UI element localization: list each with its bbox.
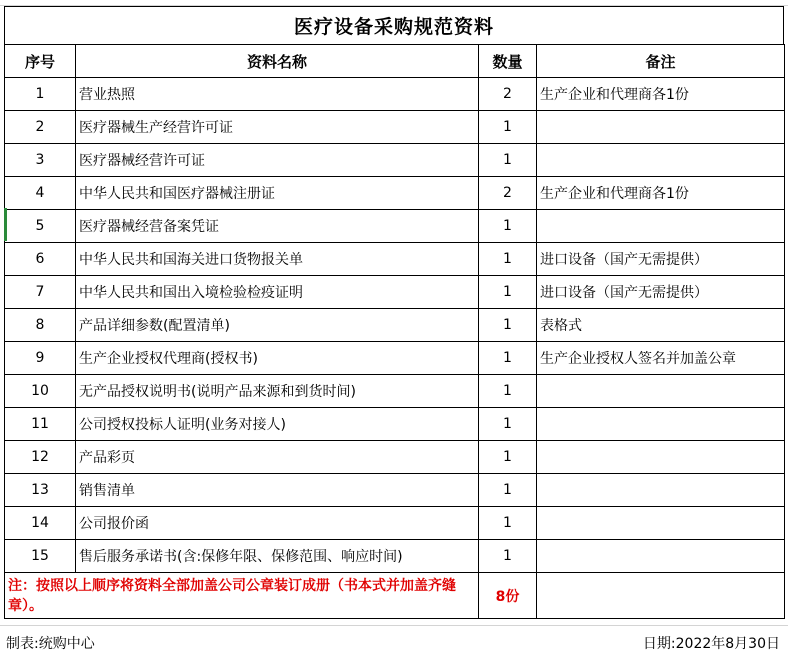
header-qty: 数量 [479,45,537,78]
row-qty: 1 [479,441,537,474]
row-name: 销售清单 [76,474,479,507]
table-row [5,342,785,375]
row-no: 4 [5,177,76,210]
row-no: 11 [5,408,76,441]
row-no: 1 [5,78,76,111]
selection-marker [4,208,7,241]
row-no: 14 [5,507,76,540]
row-remark [537,408,785,441]
row-no: 3 [5,144,76,177]
row-remark [537,507,785,540]
table-row [5,276,785,309]
row-name: 产品详细参数(配置清单) [76,309,479,342]
table-row [5,243,785,276]
row-qty: 1 [479,210,537,243]
table-row [5,507,785,540]
row-no: 2 [5,111,76,144]
row-no: 5 [5,210,76,243]
row-no: 13 [5,474,76,507]
row-remark: 表格式 [537,309,785,342]
row-remark: 生产企业和代理商各1份 [537,177,785,210]
row-qty: 1 [479,474,537,507]
row-no: 10 [5,375,76,408]
row-no: 8 [5,309,76,342]
row-qty: 2 [479,177,537,210]
row-remark: 进口设备（国产无需提供） [537,243,785,276]
row-no: 6 [5,243,76,276]
footer-maker: 制表:统购中心 [6,636,95,652]
row-qty: 1 [479,309,537,342]
document-title: 医疗设备采购规范资料 [4,6,784,44]
row-no: 15 [5,540,76,573]
row-remark [537,474,785,507]
table-row [5,408,785,441]
table-row [5,111,785,144]
row-remark: 进口设备（国产无需提供） [537,276,785,309]
row-qty: 1 [479,276,537,309]
row-name: 生产企业授权代理商(授权书) [76,342,479,375]
table-row [5,144,785,177]
row-name: 中华人民共和国出入境检验检疫证明 [76,276,479,309]
row-no: 12 [5,441,76,474]
row-qty: 1 [479,540,537,573]
row-qty: 1 [479,111,537,144]
row-name: 医疗器械经营许可证 [76,144,479,177]
row-name: 产品彩页 [76,441,479,474]
table-body [5,78,785,573]
header-name: 资料名称 [76,45,479,78]
row-qty: 1 [479,507,537,540]
header-remark: 备注 [537,45,785,78]
row-name: 中华人民共和国医疗器械注册证 [76,177,479,210]
row-remark: 生产企业和代理商各1份 [537,78,785,111]
row-name: 售后服务承诺书(含:保修年限、保修范围、响应时间) [76,540,479,573]
table-row [5,540,785,573]
row-remark [537,210,785,243]
row-qty: 1 [479,144,537,177]
table-row [5,78,785,111]
row-name: 无产品授权说明书(说明产品来源和到货时间) [76,375,479,408]
row-name: 公司授权投标人证明(业务对接人) [76,408,479,441]
total-count: 8份 [479,573,537,619]
row-name: 营业热照 [76,78,479,111]
row-name: 医疗器械生产经营许可证 [76,111,479,144]
note-row [5,573,785,619]
footer-date: 日期:2022年8月30日 [642,636,780,652]
note-remark-cell [537,573,785,619]
row-name: 公司报价函 [76,507,479,540]
row-remark [537,144,785,177]
header-no: 序号 [5,45,76,78]
row-qty: 1 [479,243,537,276]
row-name: 中华人民共和国海关进口货物报关单 [76,243,479,276]
row-remark: 生产企业授权人签名并加盖公章 [537,342,785,375]
row-qty: 2 [479,78,537,111]
table-row [5,441,785,474]
materials-table [4,44,785,619]
table-header-row [5,45,785,78]
row-no: 7 [5,276,76,309]
row-qty: 1 [479,375,537,408]
note-text: 注：按照以上顺序将资料全部加盖公司公章装订成册（书本式并加盖齐缝章）。 [5,573,479,619]
row-name: 医疗器械经营备案凭证 [76,210,479,243]
row-no: 9 [5,342,76,375]
row-remark [537,375,785,408]
table-row [5,474,785,507]
table-row [5,177,785,210]
table-row [5,309,785,342]
footer [0,625,788,656]
row-qty: 1 [479,342,537,375]
table-row [5,210,785,243]
row-remark [537,540,785,573]
table-row [5,375,785,408]
row-remark [537,441,785,474]
row-remark [537,111,785,144]
row-qty: 1 [479,408,537,441]
